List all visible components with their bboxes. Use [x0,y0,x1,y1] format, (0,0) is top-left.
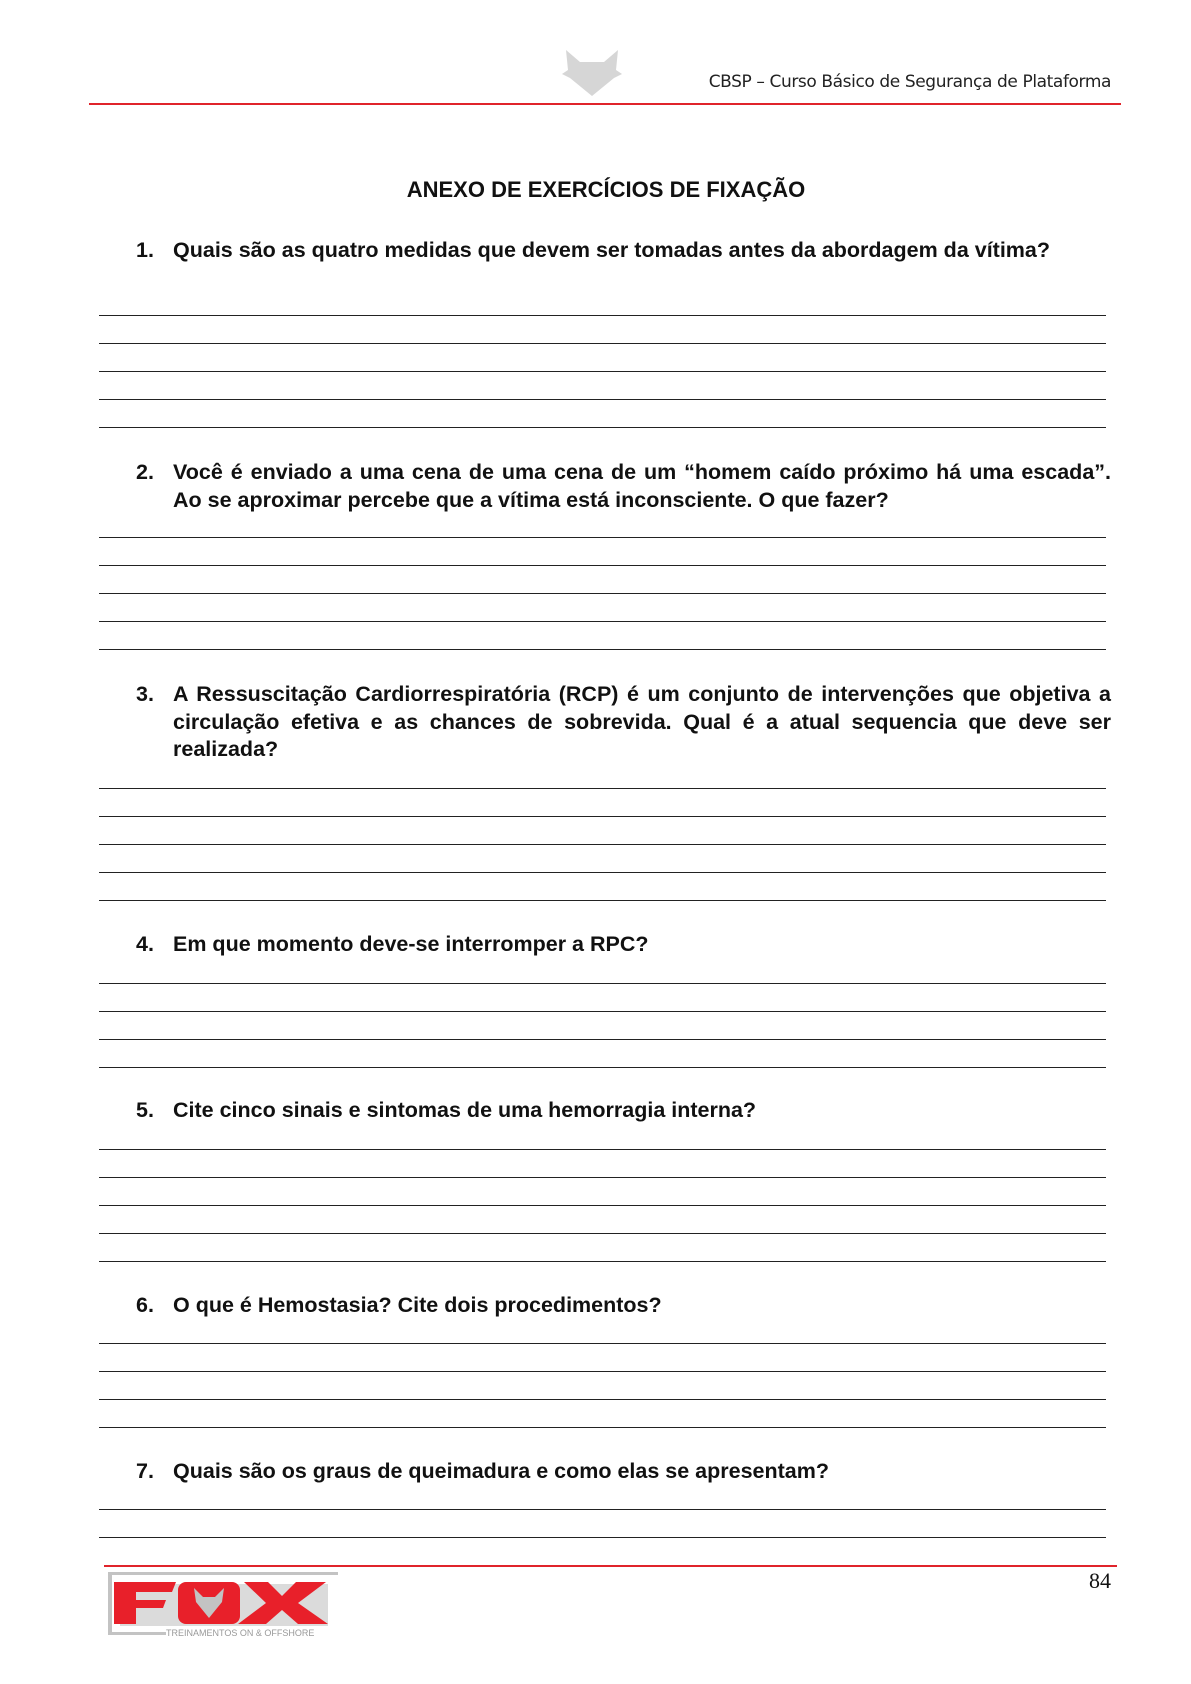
answer-line[interactable] [99,1205,1106,1206]
answer-line[interactable] [99,1343,1106,1344]
answer-line[interactable] [99,1039,1106,1040]
question-number: 6. [136,1293,154,1317]
question-4 [136,931,1111,959]
question-2 [136,459,1111,514]
answer-line[interactable] [99,1177,1106,1178]
answer-line[interactable] [99,872,1106,873]
answer-line[interactable] [99,1233,1106,1234]
logo-subtitle: TREINAMENTOS ON & OFFSHORE [166,1628,315,1638]
page-number: 84 [1089,1568,1111,1593]
question-number: 4. [136,932,154,956]
answer-line[interactable] [99,1371,1106,1372]
answer-line[interactable] [99,900,1106,901]
question-text: Em que momento deve-se interromper a RPC? [173,932,649,956]
question-text: Cite cinco sinais e sintomas de uma hemorragia interna? [173,1098,757,1122]
question-7 [136,1458,1111,1486]
answer-line[interactable] [99,343,1106,344]
answer-line[interactable] [99,844,1106,845]
answer-line[interactable] [99,371,1106,372]
answer-line[interactable] [99,1011,1106,1012]
header-divider [89,103,1121,105]
answer-line[interactable] [99,788,1106,789]
question-text: Quais são os graus de queimadura e como elas se apresentam? [173,1459,830,1483]
question-number: 7. [136,1459,154,1483]
question-6 [136,1292,1111,1320]
question-text: Quais são as quatro medidas que devem ser tomadas antes da abordagem da vítima? [173,238,1051,262]
header-title: CBSP – Curso Básico de Segurança de Plataforma [708,72,1111,92]
question-number: 1. [136,238,154,262]
answer-line[interactable] [99,1399,1106,1400]
question-text: A Ressuscitação Cardiorrespiratória (RCP) é um conjunto de intervenções que objetiva a circulação efetiva e as chances de sobrevida. Qual é a atual sequencia que deve ser realizada? [173,682,1111,761]
answer-line[interactable] [99,1427,1106,1428]
answer-line[interactable] [99,593,1106,594]
question-3 [136,681,1111,764]
answer-line[interactable] [99,399,1106,400]
answer-line[interactable] [99,621,1106,622]
question-5 [136,1097,1111,1125]
answer-line[interactable] [99,1067,1106,1068]
answer-line[interactable] [99,565,1106,566]
page-title: ANEXO DE EXERCÍCIOS DE FIXAÇÃO [406,177,806,202]
question-number: 3. [136,682,154,706]
answer-line[interactable] [99,315,1106,316]
question-text: Você é enviado a uma cena de uma cena de um “homem caído próximo há uma escada”. Ao se aproximar percebe que a vítima está inconsciente. O que fazer? [173,460,1111,512]
footer-divider [104,1565,1117,1567]
answer-line[interactable] [99,1261,1106,1262]
answer-line[interactable] [99,1537,1106,1538]
answer-line[interactable] [99,1149,1106,1150]
question-number: 2. [136,460,154,484]
answer-line[interactable] [99,816,1106,817]
question-number: 5. [136,1098,154,1122]
answer-line[interactable] [99,983,1106,984]
answer-line[interactable] [99,427,1106,428]
fox-head-icon [560,48,624,98]
question-1 [136,237,1111,265]
answer-line[interactable] [99,537,1106,538]
answer-line[interactable] [99,1509,1106,1510]
fox-logo [106,1570,342,1638]
answer-line[interactable] [99,649,1106,650]
question-text: O que é Hemostasia? Cite dois procedimentos? [173,1293,662,1317]
